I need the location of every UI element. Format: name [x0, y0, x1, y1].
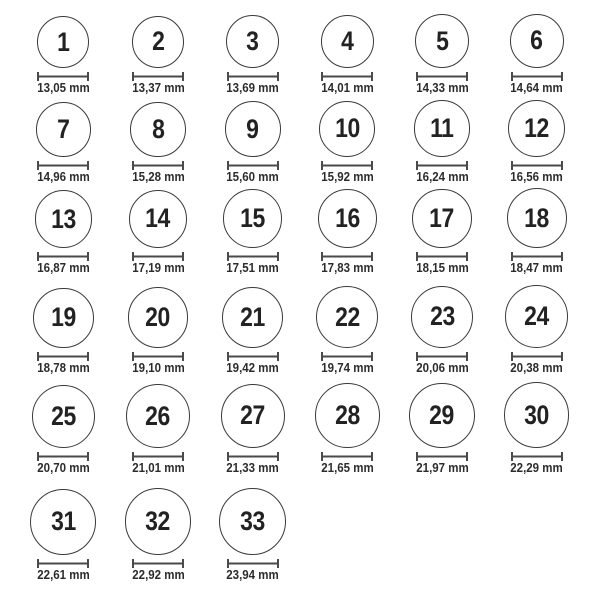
ring-circle: [132, 16, 185, 69]
chart-row: [16, 275, 584, 375]
ring-size-number: 30: [524, 399, 550, 430]
diameter-measure-line: [227, 161, 279, 170]
diameter-measure-line: [321, 352, 373, 361]
ring-size-cell: [205, 2, 300, 95]
ring-size-cell: [111, 475, 206, 582]
diameter-measure-line: [321, 252, 373, 261]
ring-size-number: 31: [50, 506, 76, 537]
chart-row: [16, 475, 584, 582]
ring-size-cell: [489, 275, 584, 375]
diameter-label: 18,47 mm: [510, 261, 563, 275]
diameter-label: 19,10 mm: [131, 361, 185, 375]
diameter-label: 13,05 mm: [37, 81, 90, 95]
diameter-measure-line: [132, 559, 184, 568]
diameter-label: 15,92 mm: [321, 170, 374, 184]
diameter-label: 17,51 mm: [226, 261, 279, 275]
ring-size-number: 4: [341, 25, 354, 56]
diameter-measure-line: [227, 72, 279, 81]
diameter-measure-line: [511, 161, 563, 170]
diameter-label: 20,38 mm: [510, 361, 563, 375]
ring-size-cell: [300, 184, 395, 275]
ring-size-number: 18: [524, 202, 550, 233]
ring-circle: [35, 190, 93, 248]
diameter-label: 14,01 mm: [321, 81, 374, 95]
ring-size-cell: [111, 375, 206, 475]
ring-size-number: 32: [145, 506, 171, 537]
ring-size-cell: [205, 184, 300, 275]
ring-circle: [126, 384, 190, 448]
ring-size-number: 7: [57, 114, 70, 145]
ring-circle: [222, 287, 283, 348]
diameter-label: 13,69 mm: [226, 81, 279, 95]
chart-row: [16, 375, 584, 475]
ring-size-cell: [205, 375, 300, 475]
diameter-measure-line: [321, 452, 373, 461]
ring-size-number: 20: [145, 302, 171, 333]
ring-circle: [37, 16, 89, 68]
ring-size-number: 33: [240, 506, 266, 536]
diameter-label: 22,92 mm: [131, 568, 185, 582]
ring-circle: [32, 385, 95, 448]
diameter-label: 18,78 mm: [37, 361, 90, 375]
ring-circle: [125, 488, 192, 555]
ring-size-number: 1: [57, 26, 70, 57]
ring-size-number: 26: [145, 400, 171, 431]
ring-size-cell: [489, 95, 584, 184]
diameter-label: 22,29 mm: [510, 461, 563, 475]
ring-size-cell: [300, 375, 395, 475]
diameter-label: 16,56 mm: [510, 170, 563, 184]
ring-size-number: 13: [50, 203, 76, 234]
diameter-label: 18,15 mm: [415, 261, 469, 275]
diameter-label: 21,01 mm: [131, 461, 185, 475]
ring-size-number: 15: [240, 203, 266, 234]
ring-size-cell: [300, 95, 395, 184]
diameter-measure-line: [132, 352, 184, 361]
ring-size-cell: [300, 2, 395, 95]
chart-row: [16, 95, 584, 184]
ring-circle: [36, 102, 91, 157]
diameter-measure-line: [416, 161, 468, 170]
diameter-label: 14,64 mm: [510, 81, 563, 95]
ring-size-cell: [205, 475, 300, 582]
diameter-label: 15,28 mm: [131, 170, 185, 184]
empty-cell: [395, 475, 490, 582]
diameter-label: 16,24 mm: [415, 170, 469, 184]
ring-circle: [219, 488, 286, 555]
diameter-measure-line: [37, 252, 89, 261]
diameter-label: 19,42 mm: [226, 361, 279, 375]
ring-circle: [507, 188, 567, 248]
ring-size-cell: [16, 275, 111, 375]
ring-size-number: 29: [429, 399, 455, 430]
diameter-measure-line: [132, 252, 184, 261]
diameter-measure-line: [37, 352, 89, 361]
diameter-measure-line: [511, 352, 563, 361]
ring-size-number: 25: [50, 400, 76, 431]
ring-size-cell: [395, 95, 490, 184]
ring-circle: [411, 286, 473, 348]
diameter-measure-line: [511, 452, 563, 461]
ring-circle: [508, 100, 565, 157]
diameter-measure-line: [511, 72, 563, 81]
ring-size-number: 5: [435, 25, 449, 56]
ring-size-number: 10: [334, 113, 360, 144]
ring-circle: [319, 101, 375, 157]
diameter-measure-line: [227, 559, 279, 568]
diameter-measure-line: [416, 352, 468, 361]
ring-circle: [225, 101, 281, 157]
diameter-label: 13,37 mm: [131, 81, 185, 95]
ring-size-cell: [111, 184, 206, 275]
ring-size-cell: [16, 475, 111, 582]
diameter-label: 17,19 mm: [131, 261, 185, 275]
diameter-label: 16,87 mm: [37, 261, 90, 275]
diameter-measure-line: [227, 452, 279, 461]
ring-size-number: 21: [240, 301, 266, 332]
ring-size-cell: [489, 375, 584, 475]
ring-size-cell: [395, 2, 490, 95]
diameter-measure-line: [132, 452, 184, 461]
ring-size-cell: [395, 275, 490, 375]
ring-size-number: 22: [335, 301, 360, 332]
diameter-label: 21,65 mm: [321, 461, 374, 475]
ring-size-number: 23: [429, 301, 455, 332]
ring-size-cell: [205, 275, 300, 375]
ring-circle: [129, 190, 187, 248]
ring-size-cell: [16, 375, 111, 475]
diameter-label: 21,97 mm: [415, 461, 469, 475]
ring-size-number: 24: [524, 301, 550, 332]
ring-circle: [318, 189, 377, 248]
diameter-label: 23,94 mm: [226, 568, 279, 582]
diameter-label: 20,06 mm: [415, 361, 469, 375]
ring-size-number: 16: [334, 202, 360, 233]
diameter-label: 22,61 mm: [37, 568, 90, 582]
chart-row: [16, 184, 584, 275]
ring-circle: [504, 382, 570, 448]
diameter-label: 14,33 mm: [415, 81, 469, 95]
ring-circle: [510, 14, 564, 68]
ring-size-cell: [16, 184, 111, 275]
ring-size-number: 6: [530, 25, 543, 56]
diameter-measure-line: [416, 252, 468, 261]
diameter-measure-line: [132, 72, 184, 81]
ring-size-number: 19: [50, 302, 76, 333]
ring-size-cell: [489, 184, 584, 275]
empty-cell: [489, 475, 584, 582]
ring-size-cell: [300, 275, 395, 375]
ring-circle: [128, 287, 189, 348]
diameter-measure-line: [416, 72, 468, 81]
ring-size-cell: [16, 2, 111, 95]
ring-size-number: 17: [429, 202, 455, 233]
diameter-measure-line: [416, 452, 468, 461]
empty-cell: [300, 475, 395, 582]
ring-size-number: 28: [334, 400, 360, 431]
diameter-measure-line: [37, 559, 89, 568]
ring-circle: [315, 383, 380, 448]
ring-circle: [316, 286, 378, 348]
ring-circle: [321, 15, 374, 68]
ring-circle: [505, 285, 568, 348]
ring-circle: [414, 100, 471, 157]
ring-size-cell: [205, 95, 300, 184]
ring-size-number: 27: [240, 400, 266, 431]
ring-size-cell: [489, 2, 584, 95]
diameter-measure-line: [321, 161, 373, 170]
ring-circle: [33, 288, 94, 349]
diameter-label: 14,96 mm: [37, 170, 90, 184]
diameter-label: 19,74 mm: [321, 361, 374, 375]
ring-circle: [415, 14, 469, 68]
ring-size-number: 2: [151, 26, 165, 57]
ring-size-cell: [111, 275, 206, 375]
ring-size-number: 14: [145, 203, 171, 234]
diameter-measure-line: [132, 161, 184, 170]
diameter-label: 17,83 mm: [321, 261, 374, 275]
ring-circle: [226, 15, 279, 68]
ring-size-number: 12: [524, 112, 550, 143]
diameter-measure-line: [37, 161, 89, 170]
diameter-measure-line: [37, 72, 89, 81]
diameter-measure-line: [321, 72, 373, 81]
ring-size-number: 3: [246, 26, 259, 57]
ring-circle: [223, 189, 282, 248]
ring-size-number: 9: [246, 113, 259, 144]
ring-size-cell: [395, 184, 490, 275]
ring-size-cell: [111, 95, 206, 184]
ring-size-cell: [395, 375, 490, 475]
diameter-measure-line: [511, 252, 563, 261]
chart-row: [16, 2, 584, 95]
diameter-measure-line: [227, 352, 279, 361]
ring-circle: [130, 102, 185, 157]
ring-circle: [221, 384, 285, 448]
diameter-label: 21,33 mm: [226, 461, 279, 475]
diameter-label: 15,60 mm: [226, 170, 279, 184]
diameter-measure-line: [227, 252, 279, 261]
ring-circle: [409, 383, 474, 448]
ring-size-cell: [111, 2, 206, 95]
ring-size-number: 11: [430, 113, 454, 144]
ring-circle: [30, 489, 96, 555]
diameter-measure-line: [37, 452, 89, 461]
ring-size-cell: [16, 95, 111, 184]
diameter-label: 20,70 mm: [37, 461, 90, 475]
ring-circle: [412, 189, 472, 249]
ring-size-number: 8: [151, 113, 165, 144]
